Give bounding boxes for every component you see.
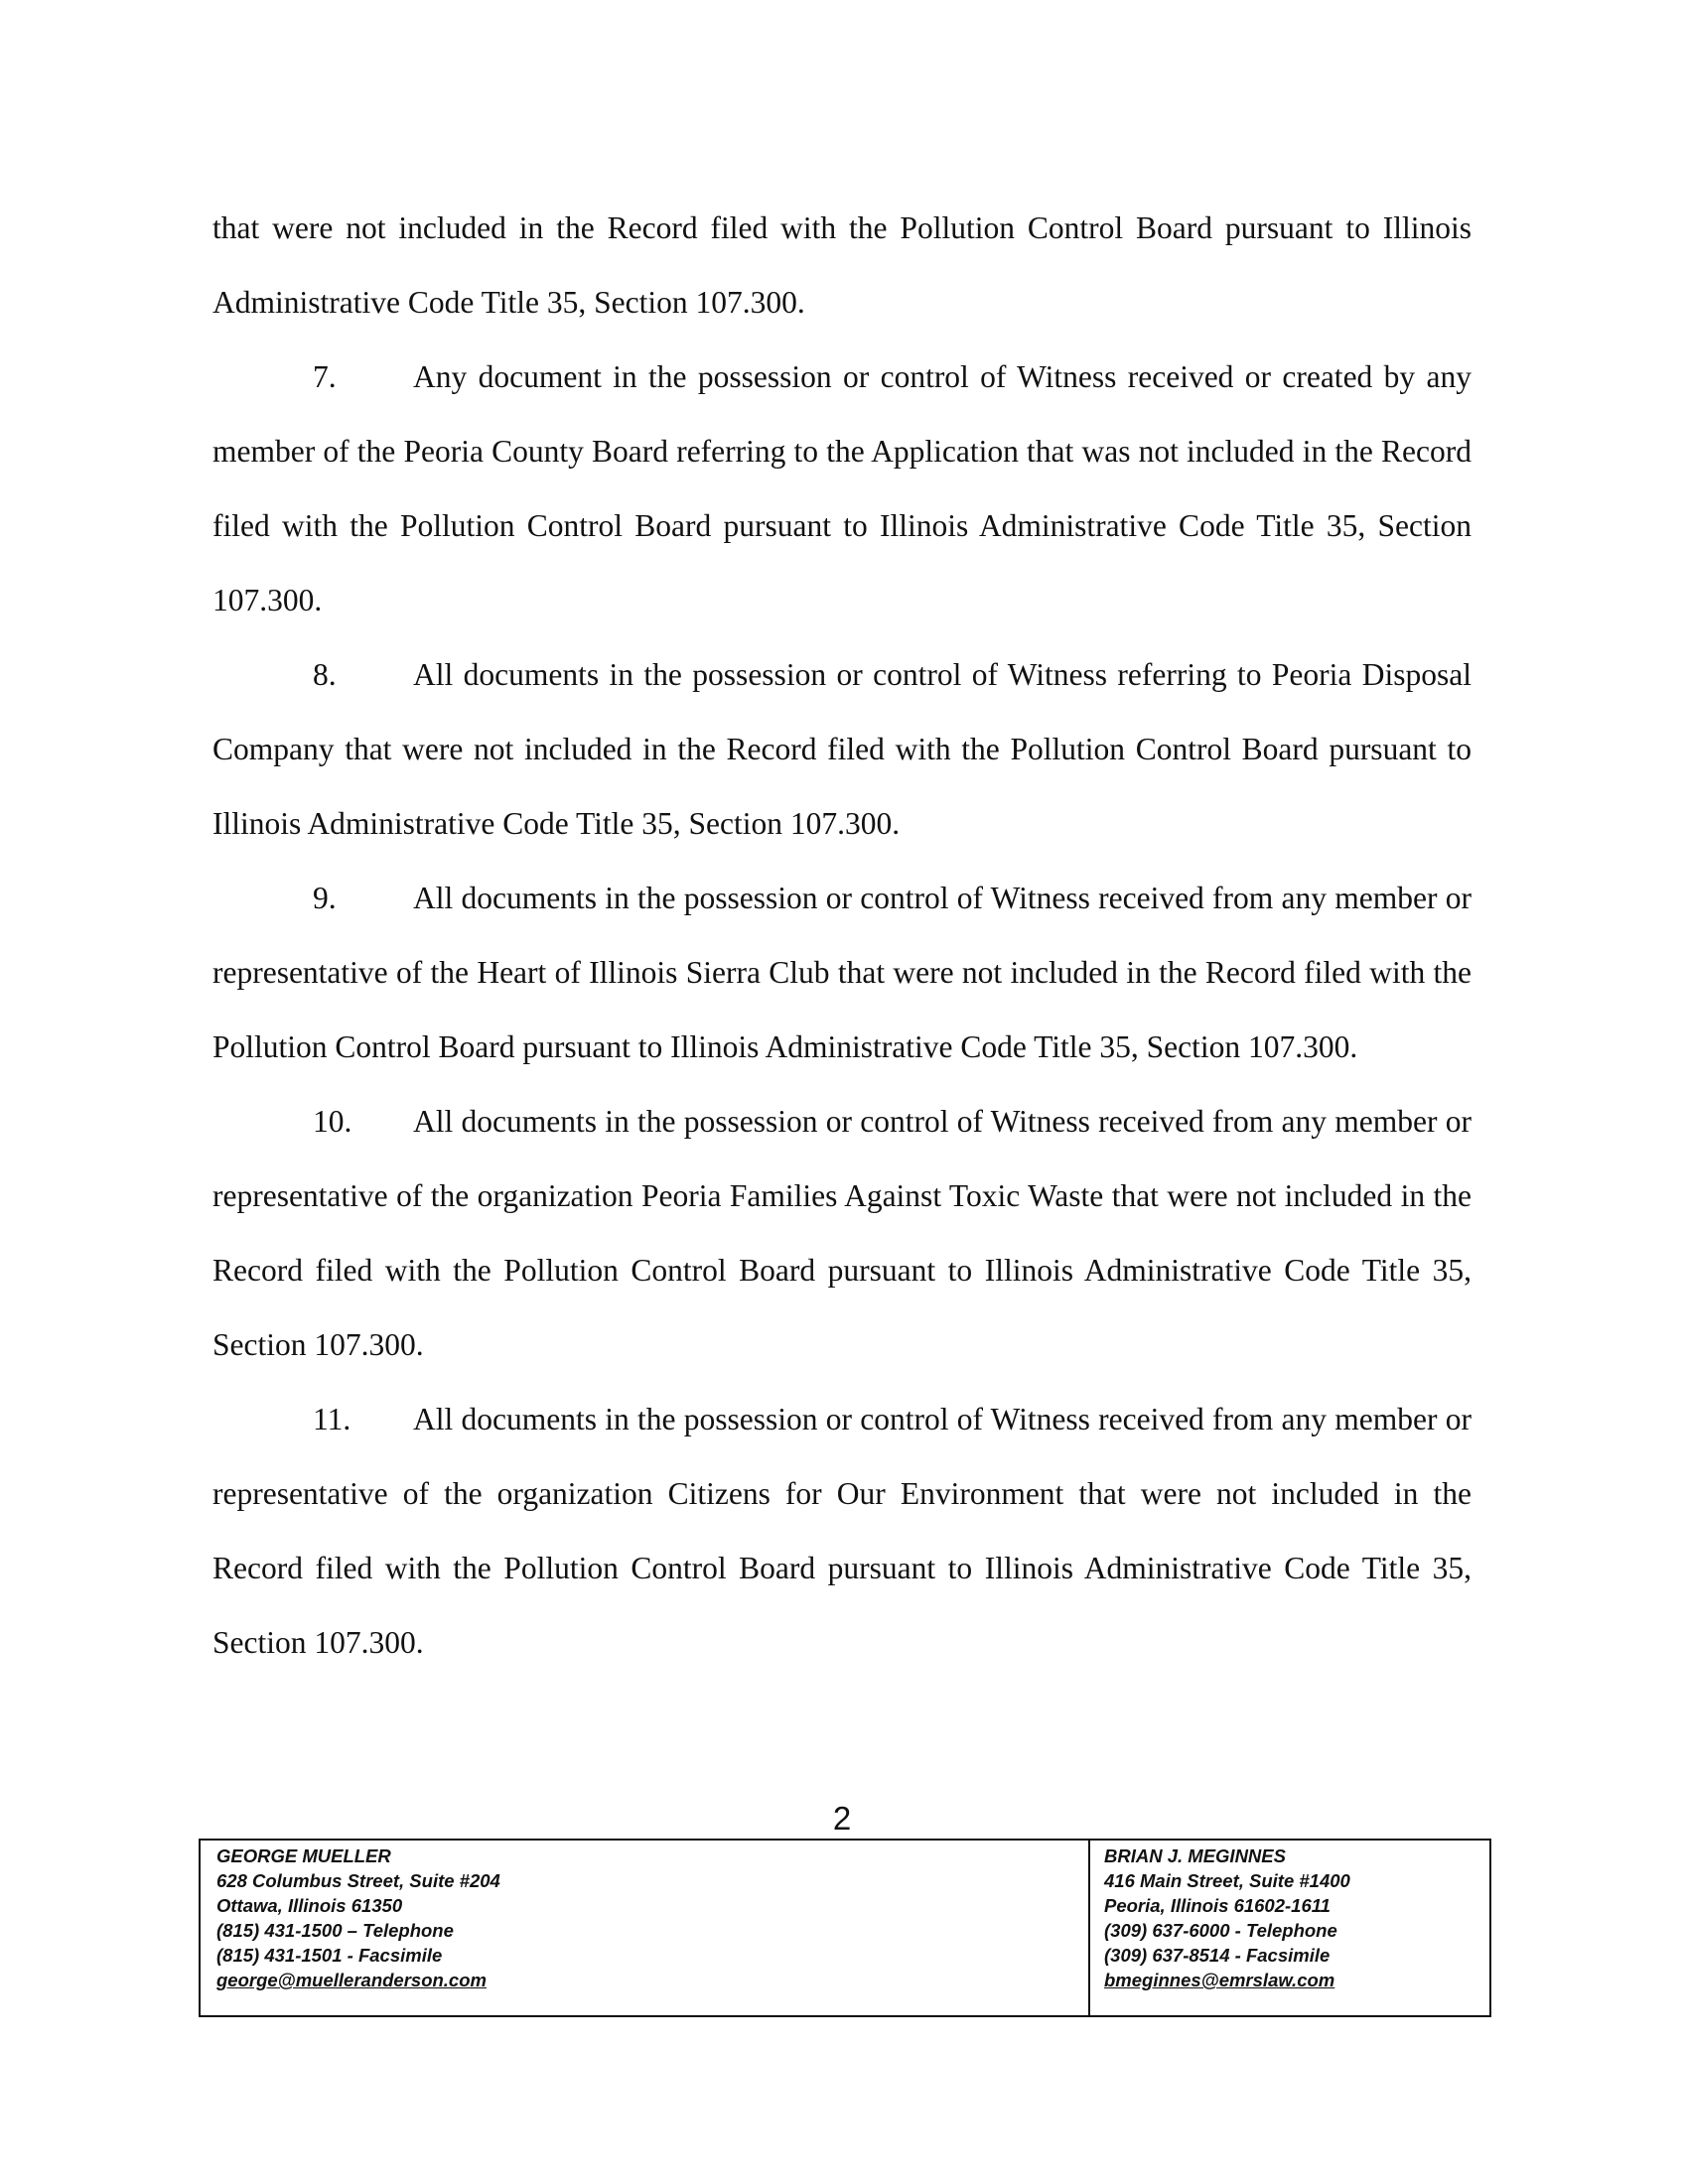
paragraph-number: 10. — [313, 1104, 352, 1139]
counsel-city: Ottawa, Illinois 61350 — [216, 1895, 403, 1916]
paragraph-number: 9. — [313, 881, 337, 915]
paragraph-11 — [212, 1382, 1472, 1680]
counsel-left-cell — [201, 1841, 1090, 2015]
counsel-street: 416 Main Street, Suite #1400 — [1104, 1870, 1350, 1891]
counsel-city: Peoria, Illinois 61602-1611 — [1104, 1895, 1331, 1916]
counsel-name: BRIAN J. MEGINNES — [1104, 1845, 1286, 1866]
paragraph-text: All documents in the possession or control of Witness referring to Peoria Disposal Company that were not included in the Record filed with the Pollution Control Board pursuant to Illinois Administrative Code Title 35, Section 107.300. — [212, 657, 1472, 841]
paragraph-text: All documents in the possession or control of Witness received from any member or representative of the Heart of Illinois Sierra Club that were not included in the Record filed with the Pollution Control Board pursuant to Illinois Administrative Code Title 35, Section 107.300. — [212, 881, 1472, 1064]
paragraph-number: 8. — [313, 657, 337, 692]
counsel-email-link[interactable]: george@muelleranderson.com — [216, 1970, 487, 1990]
paragraph-text: Any document in the possession or control of Witness received or created by any member of the Peoria County Board referring to the Application that was not included in the Record filed with the Pollution Control Board pursuant to Illinois Administrative Code Title 35, Section 107.300. — [212, 359, 1472, 617]
counsel-telephone: (815) 431-1500 – Telephone — [216, 1920, 454, 1941]
paragraph-10 — [212, 1084, 1472, 1382]
page-number: 2 — [832, 1800, 852, 1837]
counsel-info-table — [199, 1839, 1491, 2017]
counsel-name: GEORGE MUELLER — [216, 1845, 391, 1866]
paragraph-number: 7. — [313, 359, 337, 394]
paragraph-continued — [212, 191, 1472, 340]
paragraph-9 — [212, 861, 1472, 1084]
counsel-telephone: (309) 637-6000 - Telephone — [1104, 1920, 1337, 1941]
paragraph-number: 11. — [313, 1402, 351, 1436]
counsel-facsimile: (815) 431-1501 - Facsimile — [216, 1945, 443, 1966]
counsel-right-cell — [1090, 1841, 1489, 2015]
paragraph-7 — [212, 340, 1472, 637]
counsel-email-link[interactable]: bmeginnes@emrslaw.com — [1104, 1970, 1335, 1990]
counsel-facsimile: (309) 637-8514 - Facsimile — [1104, 1945, 1331, 1966]
paragraph-8 — [212, 637, 1472, 861]
paragraph-text: All documents in the possession or control of Witness received from any member or representative of the organization Citizens for Our Environment that were not included in the Record filed with the Pollution Control Board pursuant to Illinois Administrative Code Title 35, Section 107.300. — [212, 1402, 1472, 1660]
counsel-street: 628 Columbus Street, Suite #204 — [216, 1870, 500, 1891]
paragraph-text: that were not included in the Record filed with the Pollution Control Board pursuant to Illinois Administrative Code Title 35, Section 107.300. — [212, 210, 1472, 320]
paragraph-text: All documents in the possession or control of Witness received from any member or representative of the organization Peoria Families Against Toxic Waste that were not included in the Record filed with the Pollution Control Board pursuant to Illinois Administrative Code Title 35, Section 107.300. — [212, 1104, 1472, 1362]
document-body — [212, 191, 1472, 1680]
